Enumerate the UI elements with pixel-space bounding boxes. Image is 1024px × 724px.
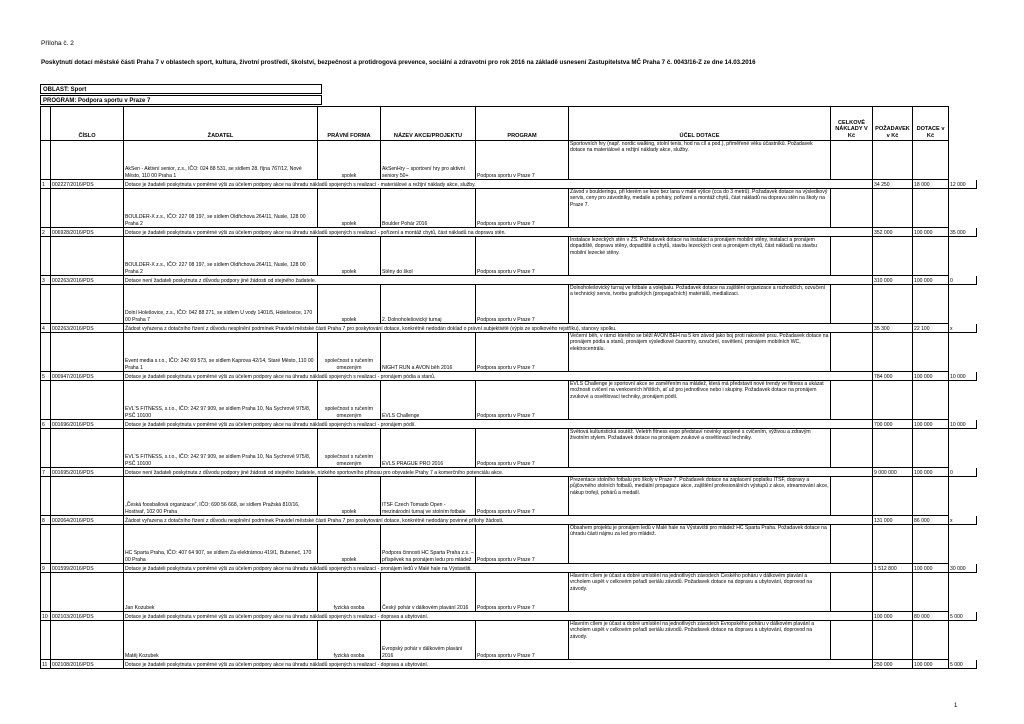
cell-naklady: 700 000 xyxy=(873,420,913,429)
cell-pravni-forma: fyzická osoba xyxy=(318,573,381,612)
table-row-note xyxy=(41,660,977,669)
cell-pravni-forma: spolek xyxy=(318,189,381,228)
cell-pozadavek: 100 000 xyxy=(913,564,949,573)
cell-program: Podpora sportu v Praze 7 xyxy=(476,141,569,180)
row-spacer xyxy=(831,429,873,468)
table-row-note xyxy=(41,564,977,573)
cell-dotace: x xyxy=(949,516,977,525)
cell-cislo: 002108/2016/PDS xyxy=(51,660,124,669)
row-spacer xyxy=(831,276,873,285)
table-row xyxy=(41,141,977,180)
row-spacer xyxy=(873,237,913,276)
cell-note: Žádost vyřazena z dotačního řízení z důvodu nesplnění podmínek Pravidel městské části Praha 7 pro poskytování dotace, konkrétně nedodán doklad o právní subjektivitě (výpis ze spolkového rejstříku), stanovy spolku. xyxy=(124,324,831,333)
cell-pravni-forma: společnost s ručením omezeným xyxy=(318,429,381,468)
cell-pozadavek: 86 000 xyxy=(913,516,949,525)
cell-poradove-cislo: 10 xyxy=(41,612,51,621)
table-row xyxy=(41,333,977,372)
row-spacer xyxy=(873,189,913,228)
cell-poradove-cislo: 5 xyxy=(41,372,51,381)
cell-poradove-cislo: 1 xyxy=(41,180,51,189)
cell-note: Dotace je žadateli poskytnuta v poměrné výši za účelem podpory akce na úhradu nákladů spojených s realizací - pronájem pódia a stanů. xyxy=(124,372,831,381)
header-ucel: ÚČEL DOTACE xyxy=(569,107,831,141)
cell-note: Dotace není žadateli poskytnuta z důvodu podpory jiné žádosti od stejného žadatele. xyxy=(124,276,831,285)
row-spacer xyxy=(831,237,873,276)
cell-program: Podpora sportu v Praze 7 xyxy=(476,381,569,420)
cell-cislo: 002064/2016/PDS xyxy=(51,516,124,525)
cell-cislo: 001695/2016/PDS xyxy=(51,468,124,477)
table-row xyxy=(41,237,977,276)
row-spacer xyxy=(51,237,124,276)
cell-note: Dotace je žadateli poskytnuta v poměrné výši za účelem podpory akce na úhradu nákladů spojených s realizací - doprava a ubytování. xyxy=(124,612,831,621)
cell-cislo: 001696/2016/PDS xyxy=(51,420,124,429)
table-body xyxy=(41,141,977,669)
cell-ucel: Obsahem projektu je pronájem ledů v Malé hale na Výstavišti pro mládež HC Sparta Praha. Požadavek dotace na úhradu části nájmu za led pro mládež. xyxy=(569,525,831,564)
cell-note: Dotace je žadateli poskytnuta v poměrné výši za účelem podpory akce na úhradu nákladů spojených s realizací - pronájem pódií. xyxy=(124,420,831,429)
row-spacer xyxy=(831,381,873,420)
table-header-row xyxy=(41,107,977,141)
cell-ucel: Hlavním cílem je účast a dobré umístění na jednotlivých závodech Evropského poháru v dálkovém plavání a vrcholem uspět v celkovém pořadí seriálu závodů. Požadavek dotace na dopravu a ubytování, doprovod na závody. xyxy=(569,621,831,660)
cell-nazev: Podpora činnosti HC Sparta Praha z.s. – příspěvek na pronájem ledu pro mládež xyxy=(381,525,476,564)
cell-pozadavek: 100 000 xyxy=(913,372,949,381)
row-spacer xyxy=(913,189,949,228)
attachment-label: Příloha č. 2 xyxy=(41,40,74,47)
cell-naklady: 1 512 800 xyxy=(873,564,913,573)
cell-zadatel: Event media s.r.o., IČO: 242 69 573, se sídlem Kaprova 42/14, Staré Město, 110 00 Praha 1 xyxy=(124,333,318,372)
table-row xyxy=(41,525,977,564)
cell-note: Žádost vyřazena z dotačního řízení z důvodu nesplnění podmínek Pravidel městské části Praha 7 pro poskytování dotace, konkrétně nedodány povinné přílohy žádosti. xyxy=(124,516,831,525)
row-spacer xyxy=(51,525,124,564)
cell-zadatel: EVL'S FITNESS, s.r.o., IČO: 242 97 909, se sídlem Praha 10, Na Sychrově 975/8, PSČ 10100 xyxy=(124,381,318,420)
header-zadatel: ŽADATEL xyxy=(124,107,318,141)
table-row-note xyxy=(41,276,977,285)
cell-naklady: 352 000 xyxy=(873,228,913,237)
row-spacer xyxy=(831,333,873,372)
cell-ucel: Večerní běh, v rámci kterého se běží AVON BĚH na 5 km závod jako boj proti rakovině prsu. Požadavek dotace na pronájem pódia a stanů, pronájem výsledkové časomíry, ozvučení, osvětlení, pronájem mobilních WC, elektrocentrálu. xyxy=(569,333,831,372)
cell-cislo: 002103/2016/PDS xyxy=(51,612,124,621)
table-row xyxy=(41,477,977,516)
row-spacer xyxy=(831,189,873,228)
row-spacer xyxy=(831,612,873,621)
cell-naklady: 784 000 xyxy=(873,372,913,381)
cell-pravni-forma: fyzická osoba xyxy=(318,621,381,660)
table-row xyxy=(41,189,977,228)
cell-zadatel: „Česká foosballová organizace", IČO: 690 56 668, se sídlem Pražská 810/16, Hostivař, 102 00 Praha xyxy=(124,477,318,516)
row-spacer xyxy=(51,333,124,372)
row-spacer xyxy=(831,525,873,564)
cell-nazev: Boulder Pohár 2016 xyxy=(381,189,476,228)
table-row xyxy=(41,285,977,324)
row-spacer xyxy=(51,477,124,516)
cell-poradove-cislo: 8 xyxy=(41,516,51,525)
program-label: PROGRAM: Podpora sportu v Praze 7 xyxy=(40,95,322,105)
cell-naklady: 9 000 000 xyxy=(873,468,913,477)
cell-cislo: 000947/2016/PDS xyxy=(51,372,124,381)
row-spacer xyxy=(831,180,873,189)
row-spacer xyxy=(913,525,949,564)
cell-ucel: Světová kulturistická soutěž. Veletrh fitness expo představí novinky spojené s cvičením, výživou a zdravým životním stylem. Požadavek dotace na pronájem zvukové a osvětlovací techniky. xyxy=(569,429,831,468)
row-spacer xyxy=(913,621,949,660)
row-spacer xyxy=(51,189,124,228)
oblast-label: OBLAST: Sport xyxy=(40,84,322,94)
cell-dotace: 12 000 xyxy=(949,180,977,189)
cell-naklady: 100 000 xyxy=(873,612,913,621)
cell-cislo: 002263/2016/PDS xyxy=(51,324,124,333)
cell-nazev: NIGHT RUN a AVON běh 2016 xyxy=(381,333,476,372)
row-spacer xyxy=(831,477,873,516)
row-spacer xyxy=(913,381,949,420)
cell-naklady: 34 250 xyxy=(873,180,913,189)
cell-zadatel: Matěj Kozubek xyxy=(124,621,318,660)
table-row-note xyxy=(41,516,977,525)
cell-cislo: 006928/2016/PDS xyxy=(51,228,124,237)
row-spacer xyxy=(831,573,873,612)
cell-note: Dotace je žadateli poskytnuta v poměrné výši za účelem podpory akce na úhradu nákladů spojených s realizací - pořízení a montáž chytů, část nákladů na dopravu stěn. xyxy=(124,228,831,237)
cell-pozadavek: 18 000 xyxy=(913,180,949,189)
cell-poradove-cislo: 2 xyxy=(41,228,51,237)
cell-dotace: 5 000 xyxy=(949,612,977,621)
row-spacer xyxy=(913,477,949,516)
cell-program: Podpora sportu v Praze 7 xyxy=(476,573,569,612)
row-spacer xyxy=(41,381,51,420)
row-spacer xyxy=(41,525,51,564)
cell-dotace: 30 000 xyxy=(949,564,977,573)
cell-pozadavek: 100 000 xyxy=(913,276,949,285)
table-row xyxy=(41,429,977,468)
cell-dotace: 0 xyxy=(949,276,977,285)
cell-pozadavek: 100 000 xyxy=(913,660,949,669)
table-row xyxy=(41,381,977,420)
cell-zadatel: BOULDER-X z.s., IČO: 227 08 197, se sídlem Oldřichova 264/11, Nusle, 128 00 Praha 2 xyxy=(124,237,318,276)
row-spacer xyxy=(51,381,124,420)
cell-pozadavek: 100 000 xyxy=(913,228,949,237)
row-spacer xyxy=(51,573,124,612)
cell-pozadavek: 100 000 xyxy=(913,468,949,477)
cell-ucel: Hlavním cílem je účast a dobré umístění na jednotlivých závodech Českého poháru v dálkovém plavání a vrcholem uspět v celkovém pořadí seriálu závodů. Požadavek dotace na dopravu a ubytování, doprovod na závody. xyxy=(569,573,831,612)
row-spacer xyxy=(51,141,124,180)
cell-cislo: 002227/2016/PDS xyxy=(51,180,124,189)
cell-nazev: Český pohár v dálkovém plavání 2016 xyxy=(381,573,476,612)
cell-pravni-forma: spolek xyxy=(318,477,381,516)
header-pravni-forma: PRÁVNÍ FORMA xyxy=(318,107,381,141)
cell-nazev: EVLS PRAGUE PRO 2016 xyxy=(381,429,476,468)
cell-pravni-forma: společnost s ručením omezeným xyxy=(318,381,381,420)
cell-pravni-forma: spolek xyxy=(318,285,381,324)
cell-naklady: 310 000 xyxy=(873,276,913,285)
row-spacer xyxy=(913,429,949,468)
row-spacer xyxy=(873,285,913,324)
cell-pozadavek: 100 000 xyxy=(913,420,949,429)
cell-note: Dotace není žadateli poskytnuta z důvodu podpory jiné žádosti od stejného žadatele, nízkého sportovního přínosu pro obyvatele Prahy 7 a komerčního potenciálu akce. xyxy=(124,468,831,477)
cell-ucel: EVLS Challenge je sportovní akce se zaměřením na mládež, která má představit nové trendy ve fitness a ukázat možnosti cvičení na venkovních hřištích, ať už pro jednotlivce nebo i skupiny. Požadavek dotace na pronájem zvukové a osvětlovací techniky, pronájem pódií. xyxy=(569,381,831,420)
cell-ucel: Dolnoholešovický turnaj ve fotbale a volejbalu. Požadavek dotace na zajištění organizace a rozhodčích, ozvučení a technický servis, tvorbu grafických (propagačních) materiálů, medializaci. xyxy=(569,285,831,324)
row-spacer xyxy=(913,573,949,612)
row-spacer xyxy=(873,333,913,372)
cell-program: Podpora sportu v Praze 7 xyxy=(476,237,569,276)
cell-nazev: 2. Dolnoholešovický turnaj xyxy=(381,285,476,324)
table-row-note xyxy=(41,180,977,189)
cell-zadatel: Jan Kozubek xyxy=(124,573,318,612)
cell-zadatel: AkSen - Aktivní senior, z.s., IČO: 024 88 531, se sídlem 28. října 767/12, Nové Město, 110 00 Praha 1 xyxy=(124,141,318,180)
row-spacer xyxy=(831,141,873,180)
cell-dotace: 10 000 xyxy=(949,372,977,381)
table-row-note xyxy=(41,324,977,333)
row-spacer xyxy=(831,420,873,429)
cell-nazev: ITSF Czech Tornado Open - mezinárodní turnaj ve stolním fotbale xyxy=(381,477,476,516)
page-number: 1 xyxy=(954,703,958,709)
row-spacer xyxy=(831,564,873,573)
cell-pravni-forma: společnost s ručením omezeným xyxy=(318,333,381,372)
row-spacer xyxy=(831,372,873,381)
cell-pravni-forma: spolek xyxy=(318,237,381,276)
cell-poradove-cislo: 11 xyxy=(41,660,51,669)
cell-naklady: 35 300 xyxy=(873,324,913,333)
row-spacer xyxy=(913,285,949,324)
row-spacer xyxy=(873,525,913,564)
cell-cislo: 002263/2016/PDS xyxy=(51,276,124,285)
cell-dotace: 0 xyxy=(949,468,977,477)
cell-naklady: 250 000 xyxy=(873,660,913,669)
row-spacer xyxy=(831,621,873,660)
row-spacer xyxy=(873,429,913,468)
cell-program: Podpora sportu v Praze 7 xyxy=(476,429,569,468)
table-row-note xyxy=(41,228,977,237)
row-spacer xyxy=(873,621,913,660)
row-spacer xyxy=(41,573,51,612)
cell-zadatel: EVL'S FITNESS, s.r.o., IČO: 242 97 909, se sídlem Praha 10, Na Sychrově 975/8, PSČ 10100 xyxy=(124,429,318,468)
cell-ucel: Sportovních hry (např. nordic walking, stolní tenis, hod na cíl a pod.), přiměřené věku účastníků. Požadavek dotace na materiálové a režijní náklady akce, služby. xyxy=(569,141,831,180)
header-cislo: ČÍSLO xyxy=(51,107,124,141)
row-spacer xyxy=(913,333,949,372)
row-spacer xyxy=(831,228,873,237)
grants-table xyxy=(40,106,977,669)
cell-note: Dotace je žadateli poskytnuta v poměrné výši za účelem podpory akce na úhradu nákladů spojených s realizací - materiálové a režijní náklady akce, služby. xyxy=(124,180,831,189)
table-row-note xyxy=(41,612,977,621)
cell-dotace: 10 000 xyxy=(949,420,977,429)
cell-program: Podpora sportu v Praze 7 xyxy=(476,333,569,372)
row-spacer xyxy=(913,237,949,276)
row-spacer xyxy=(41,621,51,660)
row-spacer xyxy=(41,237,51,276)
row-spacer xyxy=(873,573,913,612)
cell-nazev: EVLS Challenge xyxy=(381,381,476,420)
header-naklady: CELKOVÉ NÁKLADY V Kč xyxy=(831,107,873,141)
cell-program: Podpora sportu v Praze 7 xyxy=(476,621,569,660)
cell-program: Podpora sportu v Praze 7 xyxy=(476,285,569,324)
row-spacer xyxy=(41,189,51,228)
header-nazev: NÁZEV AKCE/PROJEKTU xyxy=(381,107,476,141)
cell-poradove-cislo: 6 xyxy=(41,420,51,429)
cell-zadatel: BOULDER-X z.s., IČO: 227 08 197, se sídlem Oldřichova 264/11, Nusle, 128 00 Praha 2 xyxy=(124,189,318,228)
row-spacer xyxy=(41,429,51,468)
row-spacer xyxy=(41,285,51,324)
row-spacer xyxy=(41,333,51,372)
cell-dotace: 5 000 xyxy=(949,660,977,669)
row-spacer xyxy=(873,141,913,180)
cell-dotace: 35 000 xyxy=(949,228,977,237)
row-spacer xyxy=(831,516,873,525)
cell-note: Dotace je žadateli poskytnuta v poměrné výši za účelem podpory akce na úhradu nákladů spojených s realizací - doprava a ubytování. xyxy=(124,660,831,669)
cell-ucel: Prezentace stolního fotbalu pro školy v Praze 7. Požadavek dotace na zaplacení poplatku ITSF, dopravy a půjčovného stolních fotbalů, mediální propagace akce, zajištění profesionálních výstupů z akce, streamování akce, nákup trofejí, pohárů a medailí. xyxy=(569,477,831,516)
cell-nazev: Evropský pohár v dálkovém plavání 2016 xyxy=(381,621,476,660)
row-spacer xyxy=(41,477,51,516)
cell-zadatel: HC Sparta Praha, IČO: 407 64 907, se sídlem Za elektrárnou 419/1, Bubeneč, 170 00 Praha xyxy=(124,525,318,564)
cell-program: Podpora sportu v Praze 7 xyxy=(476,477,569,516)
cell-ucel: Instalace lezeckých stěn v ZŠ. Požadavek dotace na instalaci a pronájem mobilní stěny, instalaci a pronájem dopadiště, dopravu stěny, dopadiště a chytů, stavbu lezeckých cest a pronájem chytů, část nákladů na stavbu mobilní lezecké stěny. xyxy=(569,237,831,276)
row-spacer xyxy=(831,468,873,477)
cell-nazev: Stěny do škol xyxy=(381,237,476,276)
cell-note: Dotace je žadateli poskytnuta v poměrné výši za účelem podpory akce na úhradu nákladů spojených s realizací - pronájem ledů v Malé hale na Výstavišti. xyxy=(124,564,831,573)
row-spacer xyxy=(51,429,124,468)
cell-poradove-cislo: 3 xyxy=(41,276,51,285)
cell-dotace: x xyxy=(949,324,977,333)
cell-cislo: 001599/2016/PDS xyxy=(51,564,124,573)
cell-naklady: 131 000 xyxy=(873,516,913,525)
cell-program: Podpora sportu v Praze 7 xyxy=(476,189,569,228)
cell-ucel: Závod v boulderingu, při kterém se leze bez lana v malé výšce (cca do 3 metrů). Požadavek dotace na výsledkový servis, ceny pro závodníky, medaile a poháry, pořízení a montáž chytů, část nákladů na dopravu stěn na školy na Praze 7. xyxy=(569,189,831,228)
row-spacer xyxy=(41,141,51,180)
cell-pravni-forma: spolek xyxy=(318,141,381,180)
cell-poradove-cislo: 4 xyxy=(41,324,51,333)
cell-poradove-cislo: 9 xyxy=(41,564,51,573)
table-row-note xyxy=(41,372,977,381)
table-row-note xyxy=(41,420,977,429)
row-spacer xyxy=(831,660,873,669)
cell-poradove-cislo: 7 xyxy=(41,468,51,477)
row-spacer xyxy=(51,621,124,660)
table-row xyxy=(41,621,977,660)
table-row-note xyxy=(41,468,977,477)
row-spacer xyxy=(873,381,913,420)
row-spacer xyxy=(873,477,913,516)
cell-nazev: AkSenHry – sportovní hry pro aktivní seniory 50+ xyxy=(381,141,476,180)
row-spacer xyxy=(51,285,124,324)
cell-program: Podpora sportu v Praze 7 xyxy=(476,525,569,564)
table-row xyxy=(41,573,977,612)
row-spacer xyxy=(831,285,873,324)
document-heading: Poskytnutí dotací městské části Praha 7 v oblastech sport, kultura, životní prostředí, školství, bezpečnost a protidrogová prevence, sociální a zdravotní pro rok 2016 na základě usnesení Zastupitelstva MČ Praha 7 č. 0043/16-Z ze dne 14.03.2016 xyxy=(41,59,756,66)
cell-pozadavek: 80 000 xyxy=(913,612,949,621)
cell-zadatel: Dolní Holešovice, z.s., IČO: 042 88 271, se sídlem U vody 1401/5, Holešovice, 170 00 Praha 7 xyxy=(124,285,318,324)
cell-pozadavek: 22 100 xyxy=(913,324,949,333)
header-dotace: DOTACE v Kč xyxy=(913,107,949,141)
cell-pravni-forma: spolek xyxy=(318,525,381,564)
header-program: PROGRAM xyxy=(476,107,569,141)
row-spacer xyxy=(913,141,949,180)
header-pozadavek: POŽADAVEK v Kč xyxy=(873,107,913,141)
row-spacer xyxy=(831,324,873,333)
